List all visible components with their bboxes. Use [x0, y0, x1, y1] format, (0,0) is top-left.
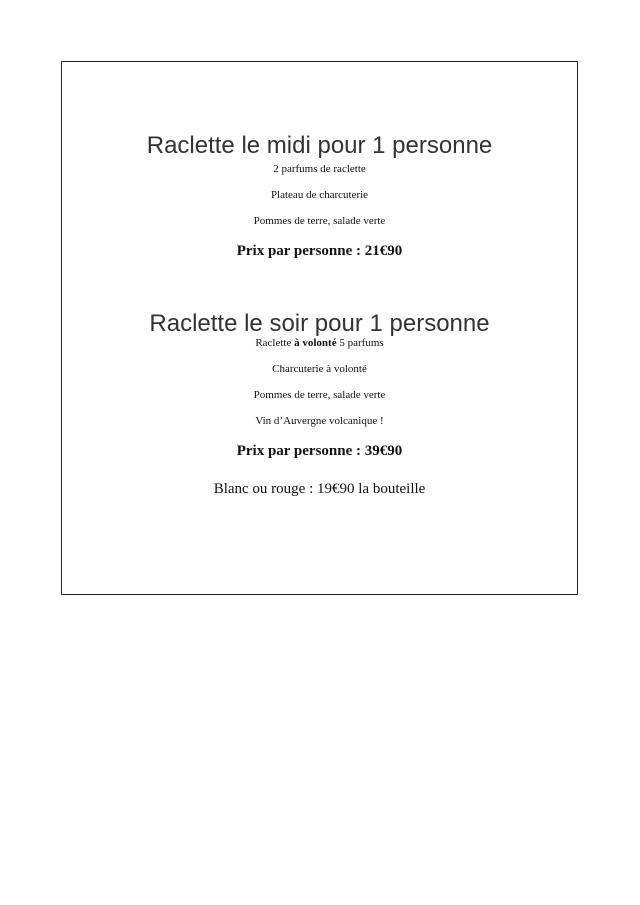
- lunch-item-1: 2 parfums de raclette: [273, 163, 366, 175]
- lunch-item-3: Pommes de terre, salade verte: [253, 215, 386, 227]
- lunch-title: Raclette le midi pour 1 personne: [146, 132, 493, 159]
- dinner-item-4: Vin d’Auvergne volcanique !: [255, 415, 384, 427]
- wine-note: Blanc ou rouge : 19€90 la bouteille: [213, 481, 426, 497]
- dinner-item-1-bold: à volonté: [294, 337, 337, 349]
- dinner-title: Raclette le soir pour 1 personne: [149, 310, 490, 337]
- dinner-item-1: [62, 336, 577, 350]
- lunch-item-2: Plateau de charcuterie: [270, 189, 369, 201]
- dinner-item-3: Pommes de terre, salade verte: [253, 389, 386, 401]
- menu-card: [61, 61, 578, 595]
- lunch-price: Prix par personne : 21€90: [236, 243, 403, 259]
- dinner-item-2: Charcuterie à volonté: [272, 363, 367, 375]
- dinner-item-1-suffix: 5 parfums: [339, 337, 384, 349]
- dinner-price: Prix par personne : 39€90: [236, 443, 403, 459]
- dinner-item-1-prefix: Raclette: [255, 337, 292, 349]
